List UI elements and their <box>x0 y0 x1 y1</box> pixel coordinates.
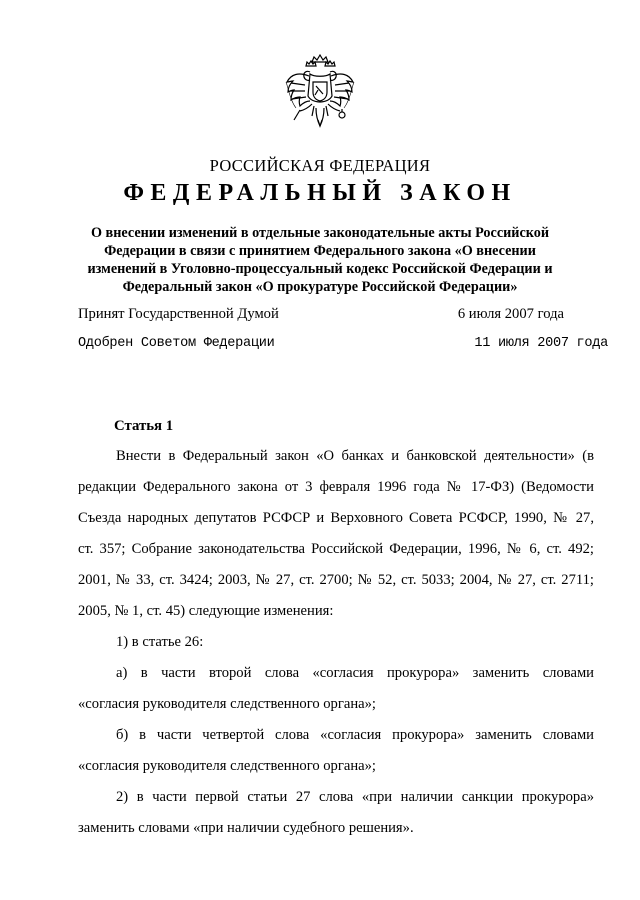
article-line: заменить словами «при наличии судебного решения». <box>78 820 414 836</box>
law-subject <box>70 224 570 296</box>
article-line: Внести в Федеральный закон «О банках и банковской деятельности» (в <box>116 448 594 464</box>
article-line: «согласия руководителя следственного органа»; <box>78 758 376 774</box>
article-line: Съезда народных депутатов РСФСР и Верховного Совета РСФСР, 1990, № 27, <box>78 510 594 526</box>
article-line: 2001, № 33, ст. 3424; 2003, № 27, ст. 2700; № 52, ст. 5033; 2004, № 27, ст. 2711; <box>78 572 594 588</box>
article-line: 2) в части первой статьи 27 слова «при наличии санкции прокурора» <box>116 789 594 805</box>
adoption-label: Принят Государственной Думой <box>78 306 279 322</box>
adoption-date: 11 июля 2007 года <box>474 336 608 351</box>
article-title: Статья 1 <box>114 418 174 434</box>
subject-line: Федеральный закон «О прокуратуре Российской Федерации» <box>122 279 518 295</box>
article-line: 1) в статье 26: <box>116 634 204 650</box>
article-line: ст. 357; Собрание законодательства Российской Федерации, 1996, № 6, ст. 492; <box>78 541 594 557</box>
law-type-title: ФЕДЕРАЛЬНЫЙ ЗАКОН <box>123 180 517 206</box>
adoption-date: 6 июля 2007 года <box>457 306 564 322</box>
article-line: а) в части второй слова «согласия прокурора» заменить словами <box>116 665 594 681</box>
article-line: «согласия руководителя следственного органа»; <box>78 696 376 712</box>
subject-line: Федерации в связи с принятием Федерального закона «О внесении <box>104 243 536 259</box>
article-line: редакции Федерального закона от 3 февраля 1996 года № 17-ФЗ) (Ведомости <box>78 479 594 495</box>
subject-line: О внесении изменений в отдельные законодательные акты Российской <box>90 225 550 241</box>
subject-line: изменений в Уголовно-процессуальный кодекс Российской Федерации и <box>87 261 553 277</box>
adoption-label: Одобрен Советом Федерации <box>78 336 275 351</box>
article-line: 2005, № 1, ст. 45) следующие изменения: <box>78 603 334 619</box>
country-name: РОССИЙСКАЯ ФЕДЕРАЦИЯ <box>209 156 431 175</box>
article-line: б) в части четвертой слова «согласия прокурора» заменить словами <box>116 727 594 743</box>
coat-of-arms-russia-icon <box>282 52 358 136</box>
